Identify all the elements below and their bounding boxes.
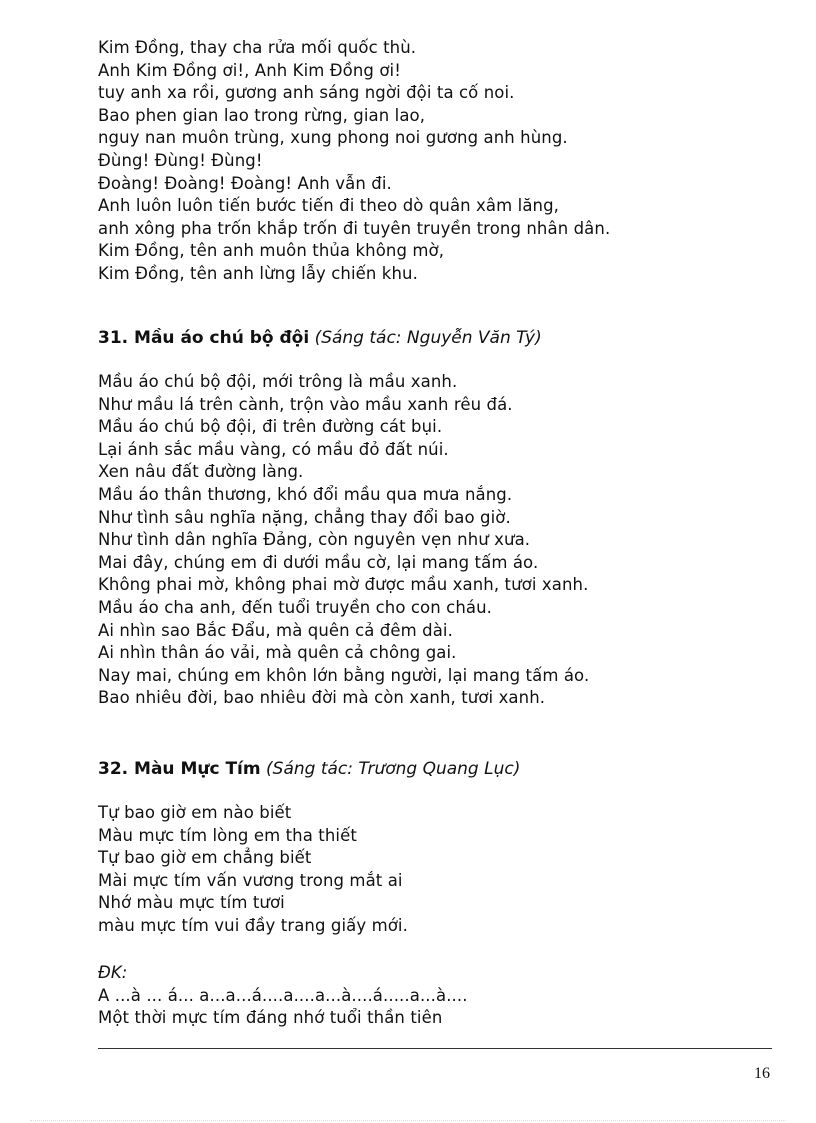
lyric-line: Bao phen gian lao trong rừng, gian lao, [98,105,426,125]
page-number: 16 [754,1065,770,1082]
song-32-lyrics [98,802,788,938]
song-31-title: 31. Mầu áo chú bộ đội [98,328,310,348]
lyric-line: Xen nâu đất đường làng. [98,462,304,482]
lyric-line: Bao nhiêu đời, bao nhiêu đời mà còn xanh, tươi xanh. [98,688,546,708]
song-31-lyrics [98,371,788,710]
lyric-line: Không phai mờ, không phai mờ được mầu xanh, tươi xanh. [98,575,589,595]
lyric-line: Anh luôn luôn tiến bước tiến đi theo dò quân xâm lăng, [98,196,560,216]
song-32-author: (Sáng tác: Trương Quang Lục) [266,759,521,779]
lyric-line: Tự bao giờ em chẳng biết [98,848,312,868]
lyric-line: Nay mai, chúng em khôn lớn bằng người, lại mang tấm áo. [98,665,590,685]
lyric-line: Mầu áo cha anh, đến tuổi truyền cho con cháu. [98,597,492,617]
lyric-line: Kim Đồng, thay cha rửa mối quốc thù. [98,38,417,57]
lyric-line: Lại ánh sắc mầu vàng, có mầu đỏ đất núi. [98,439,449,459]
lyric-line: tuy anh xa rồi, gương anh sáng ngời đội ta cố noi. [98,83,515,103]
lyric-line: Mai đây, chúng em đi dưới mầu cờ, lại mang tấm áo. [98,552,539,572]
page-bottom-edge [30,1120,786,1121]
lyric-line: nguy nan muôn trùng, xung phong noi gương anh hùng. [98,128,568,148]
kim-dong-stanza [98,37,788,286]
lyric-line: Kim Đồng, tên anh muôn thủa không mờ, [98,241,445,261]
lyric-line: Mầu áo chú bộ đội, đi trên đường cát bụi. [98,417,443,437]
lyric-line: Mầu áo chú bộ đội, mới trông là mầu xanh. [98,372,458,391]
lyric-line: Màu mực tím lòng em tha thiết [98,825,357,845]
lyric-line: Nhớ màu mực tím tươi [98,893,285,913]
song-32-heading [98,757,520,781]
lyric-line: Đoàng! Đoàng! Đoàng! Anh vẫn đi. [98,173,392,193]
lyric-line: Như mầu lá trên cành, trộn vào mầu xanh rêu đá. [98,394,513,414]
refrain-label: ĐK: [98,963,128,982]
lyric-line: Ai nhìn thân áo vải, mà quên cả chông gai. [98,643,457,663]
lyric-line: anh xông pha trốn khắp trốn đi tuyên truyền trong nhân dân. [98,218,611,238]
lyric-line: Ai nhìn sao Bắc Đẩu, mà quên cả đêm dài. [98,620,453,640]
song-31-heading [98,326,542,350]
lyric-line: Mài mực tím vấn vương trong mắt ai [98,870,403,890]
lyric-line: Đùng! Đùng! Đùng! [98,150,263,170]
song-32-refrain [98,962,788,1030]
lyric-line: Kim Đồng, tên anh lừng lẫy chiến khu. [98,263,418,283]
lyric-line: Như tình dân nghĩa Đảng, còn nguyên vẹn như xưa. [98,530,531,550]
lyric-line: Mầu áo thân thương, khó đổi mầu qua mưa nắng. [98,484,513,504]
refrain-line: Một thời mực tím đáng nhớ tuổi thần tiên [98,1008,443,1028]
song-32-title: 32. Màu Mực Tím [98,759,261,779]
lyric-line: Anh Kim Đồng ơi!, Anh Kim Đồng ơi! [98,60,401,80]
refrain-line: A ...à ... á... a...a...á....a....a...à....á.....a...à.... [98,985,468,1005]
lyric-line: Tự bao giờ em nào biết [98,803,292,822]
lyric-line: màu mực tím vui đầy trang giấy mới. [98,915,408,935]
lyric-line: Như tình sâu nghĩa nặng, chẳng thay đổi bao giờ. [98,507,511,527]
song-31-author: (Sáng tác: Nguyễn Văn Tý) [314,328,542,348]
footer-divider [98,1048,772,1049]
